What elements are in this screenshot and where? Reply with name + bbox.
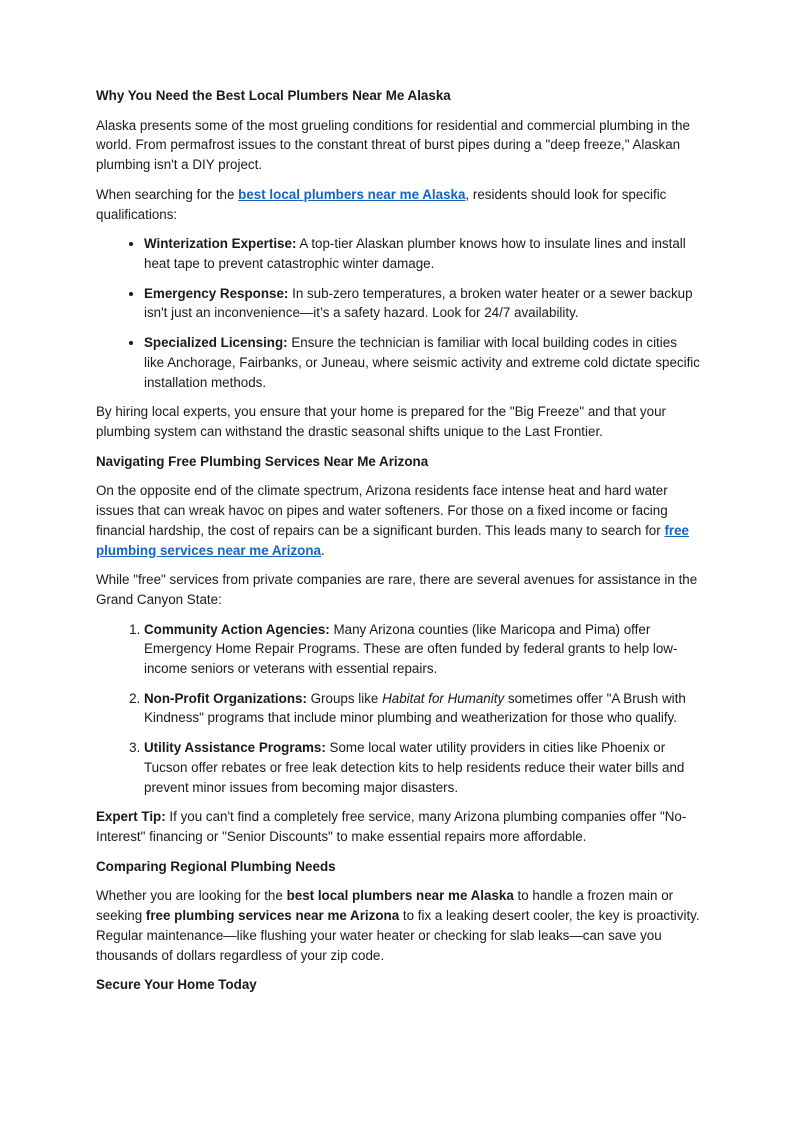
list-item — [144, 333, 700, 392]
text: to handle a frozen main or seeking — [96, 888, 674, 924]
list-item — [144, 234, 700, 274]
link-free-plumbing-arizona[interactable]: free plumbing services near me Arizona — [96, 522, 690, 558]
list-item — [144, 689, 700, 729]
list-item — [144, 620, 700, 679]
list-item-title: Non-Profit Organizations: — [144, 690, 307, 706]
text: . — [321, 542, 325, 558]
paragraph-expert-tip — [96, 807, 700, 847]
section-heading-secure: Secure Your Home Today — [96, 977, 257, 993]
paragraph-comparing — [96, 886, 700, 965]
document-page — [96, 86, 700, 1005]
list-item-text: Many Arizona counties (like Maricopa and Pima) offer Emergency Home Repair Programs. These are often funded by federal grants to help low-income seniors or veterans with essential repairs. — [144, 621, 678, 677]
list-item — [144, 284, 700, 324]
expert-tip-label: Expert Tip: — [96, 809, 166, 825]
list-item-italic: Habitat for Humanity — [382, 690, 505, 706]
list-item-title: Community Action Agencies: — [144, 621, 330, 637]
expert-tip-text: If you can't find a completely free service, many Arizona plumbing companies offer "No-Interest" financing or "Senior Discounts" to make essential repairs more affordable. — [96, 809, 687, 845]
paragraph-arizona-avenues: While "free" services from private companies are rare, there are several avenues for assistance in the Grand Canyon State: — [96, 572, 698, 607]
paragraph-alaska-closing: By hiring local experts, you ensure that your home is prepared for the "Big Freeze" and that your plumbing system can withstand the drastic seasonal shifts unique to the Last Frontier. — [96, 404, 666, 439]
text: to fix a leaking desert cooler, the key is proactivity. Regular maintenance—like flushing your water heater or checking for slab leaks—can save you thousands of dollars regardless of your zip code. — [96, 908, 700, 963]
list-item-text: Ensure the technician is familiar with local building codes in cities like Anchorage, Fairbanks, or Juneau, where seismic activity and extreme cold dictate specific installation methods. — [144, 334, 700, 390]
text: Whether you are looking for the — [96, 888, 287, 904]
link-best-local-plumbers-alaska[interactable]: best local plumbers near me Alaska — [238, 186, 466, 202]
paragraph-arizona-intro — [96, 481, 700, 560]
list-item-text: sometimes offer "A Brush with Kindness" programs that include minor plumbing and weatherization for those who qualify. — [144, 690, 686, 726]
section-heading-alaska: Why You Need the Best Local Plumbers Near Me Alaska — [96, 88, 451, 103]
list-item-title: Emergency Response: — [144, 285, 289, 301]
paragraph-alaska-search — [96, 185, 700, 225]
list-item-text: Groups like — [306, 690, 383, 706]
text: On the opposite end of the climate spectrum, Arizona residents face intense heat and hard water issues that can wreak havoc on pipes and water softeners. For those on a fixed income or facing financial hardship, the cost of repairs can be a significant burden. This leads many to search for — [96, 483, 668, 538]
list-item-title: Utility Assistance Programs: — [144, 740, 326, 756]
alaska-qualifications-list — [96, 234, 700, 392]
bold-text: best local plumbers near me Alaska — [286, 888, 514, 904]
list-item-title: Winterization Expertise: — [144, 236, 297, 252]
paragraph-alaska-intro: Alaska presents some of the most grueling conditions for residential and commercial plumbing in the world. From permafrost issues to the constant threat of burst pipes during a "deep freeze," Alaskan plumbing isn't a DIY project. — [96, 117, 690, 173]
list-item-text: A top-tier Alaskan plumber knows how to insulate lines and install heat tape to prevent catastrophic winter damage. — [144, 236, 686, 271]
list-item — [144, 738, 700, 797]
section-heading-comparing: Comparing Regional Plumbing Needs — [96, 858, 336, 874]
list-item-text: Some local water utility providers in cities like Phoenix or Tucson offer rebates or free leak detection kits to help residents reduce their water bills and prevent minor issues from becoming major disasters. — [144, 740, 685, 795]
arizona-assistance-list — [96, 620, 700, 798]
text: , residents should look for specific qualifications: — [96, 186, 667, 222]
bold-text: free plumbing services near me Arizona — [145, 908, 400, 924]
text: When searching for the — [96, 186, 239, 202]
section-heading-arizona: Navigating Free Plumbing Services Near Me Arizona — [96, 453, 429, 469]
list-item-title: Specialized Licensing: — [144, 334, 288, 350]
list-item-text: In sub-zero temperatures, a broken water heater or a sewer backup isn't just an inconvenience—it’s a safety hazard. Look for 24/7 availability. — [144, 285, 693, 321]
